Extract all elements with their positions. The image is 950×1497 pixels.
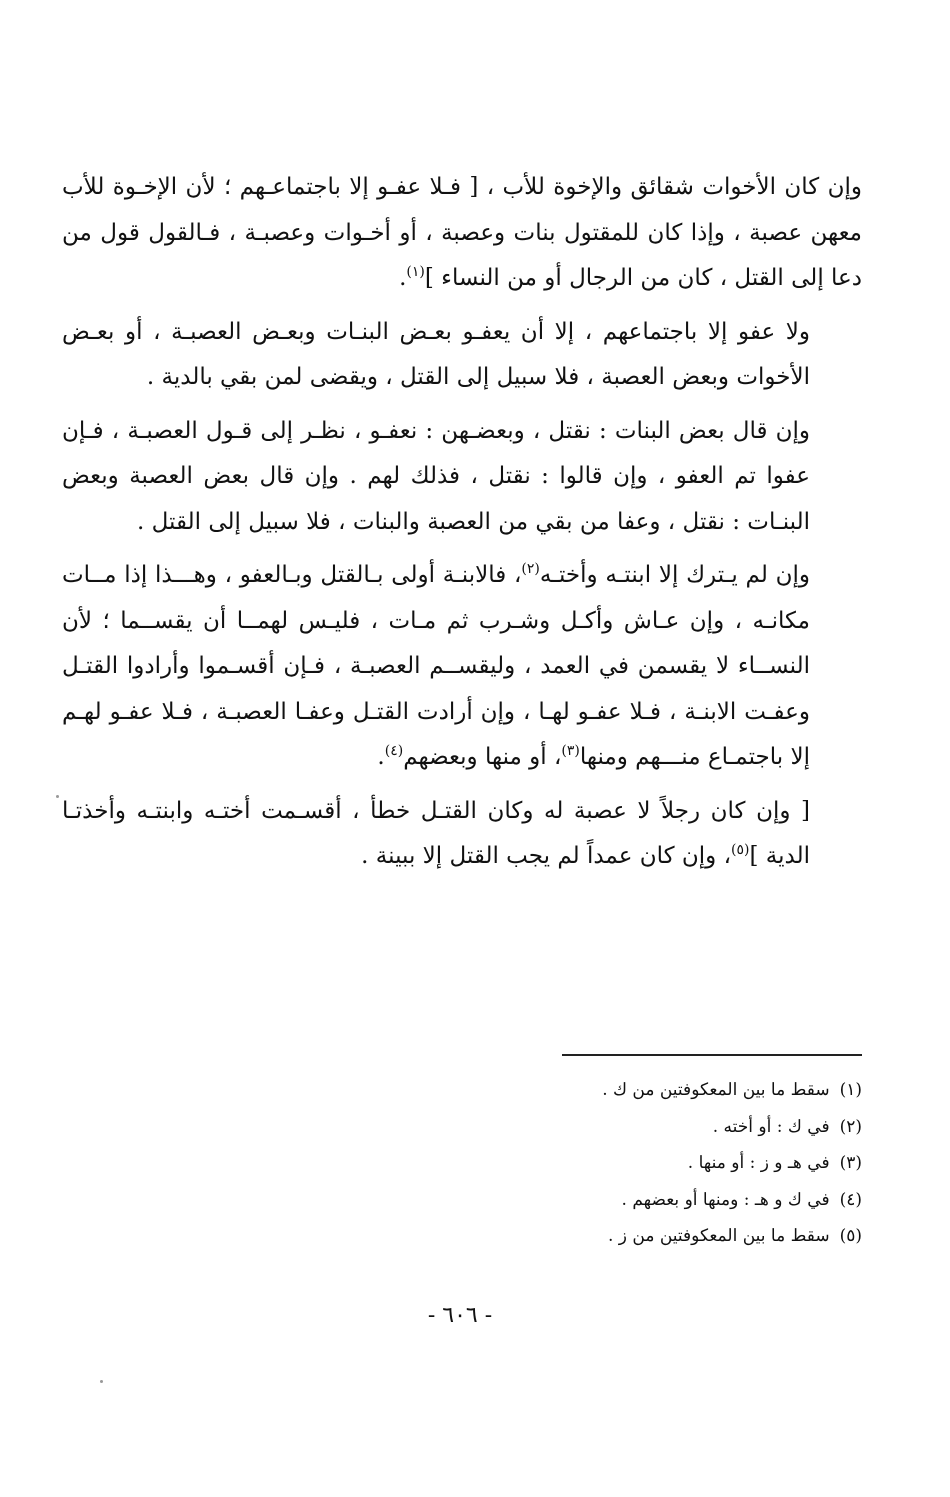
footnote-number: (٥) (839, 1226, 862, 1246)
footnote-item (362, 1182, 862, 1219)
paragraph-text: وإن لم يـترك إلا ابنتـه وأختـه (539, 562, 810, 588)
footnotes-list (362, 1072, 862, 1255)
footnote-text: سقط ما بين المعكوفتين من ك . (602, 1080, 830, 1100)
footnote-text: في هـ و ز : أو منها . (687, 1153, 830, 1173)
paragraph (62, 553, 862, 781)
footnote-number: (٣) (839, 1153, 862, 1173)
paragraph-text: ، فالابنـة أولى بـالقتل وبـالعفو ، وهـــذا إذا مــات مكانـه ، وإن عـاش وأكـل وشـرب ثم مـات ، فليـس لهمــا أن يقســما ؛ لأن النســاء لا يقسمن في العمد ، وليقســم العصبـة ، فـإن أقسـموا وأرادوا القتـل وعفـت الابنـة ، فـلا عفـو لهـا ، وإن أرادت القتـل وعفـا العصبـة ، فـلا عفـو لهـم إلا باجتمـاع منـــهم ومنها (62, 562, 810, 770)
scan-speck (56, 795, 59, 798)
paragraph (62, 165, 862, 302)
footnote-marker: (٣) (561, 743, 580, 759)
footnote-number: (٤) (839, 1189, 862, 1210)
paragraph-text: وإن كان الأخوات شقائق والإخوة للأب ، [ فـلا عفـو إلا باجتماعـهم ؛ لأن الإخـوة للأب معهن عصبة ، وإذا كان للمقتول بنات وعصبة ، أو أخـوات وعصبـة ، فـالقول قول من دعا إلى القتل ، كان من الرجال أو من النساء ] (62, 174, 862, 291)
footnote-marker: (٤) (384, 743, 404, 759)
footnote-text: في ك : أو أخته . (712, 1116, 830, 1137)
footnote-marker: (٥) (731, 842, 750, 858)
paragraph-text: ، أو منها وبعضهم (403, 744, 562, 770)
paragraph-text: [ وإن كان رجلاً لا عصبة له وكان القتـل خطأ ، أقسـمت أختـه وابنتـه وأخذتـا الدية ] (62, 797, 810, 869)
paragraph-text: وإن قال بعض البنات : نقتل ، وبعضـهن : نعفـو ، نظـر إلى قـول العصبـة ، فـإن عفوا تم العفو ، وإن قالوا : نقتل ، فذلك لهم . وإن قال بعض العصبة وبعض البنـات : نقتل ، وعفا من بقي من العصبة والبنات ، فلا سبيل إلى القتل . (62, 417, 810, 535)
paragraph-text: . (377, 744, 385, 770)
scan-speck (100, 1380, 103, 1383)
paragraph-text: . (399, 265, 407, 291)
page-number: - ٦٠٦ - (427, 1303, 493, 1328)
paragraph (62, 310, 862, 401)
footnote-marker: (٢) (521, 561, 540, 577)
footnote-item (362, 1145, 862, 1182)
footnote-divider (562, 1054, 862, 1056)
footnote-text: في ك و هـ : ومنها أو بعضهم . (621, 1189, 830, 1210)
paragraph-text: ولا عفو إلا باجتماعهم ، إلا أن يعفـو بعـض البنـات وبعـض العصبـة ، أو بعـض الأخوات وبعض العصبة ، فلا سبيل إلى القتل ، ويقضى لمن بقي بالدية . (62, 318, 810, 390)
footnote-item (362, 1218, 862, 1255)
paragraph-text: ، وإن كان عمداً لم يجب القتل إلا ببينة . (361, 843, 732, 869)
footnote-number: (٢) (839, 1116, 862, 1137)
paragraph (62, 409, 862, 546)
main-text (62, 165, 862, 888)
footnote-marker: (١) (406, 264, 425, 280)
paragraph (62, 789, 862, 880)
footnote-text: سقط ما بين المعكوفتين من ز . (607, 1226, 830, 1246)
footnote-number: (١) (839, 1080, 862, 1100)
footnote-item (362, 1109, 862, 1146)
footnote-item (362, 1072, 862, 1109)
